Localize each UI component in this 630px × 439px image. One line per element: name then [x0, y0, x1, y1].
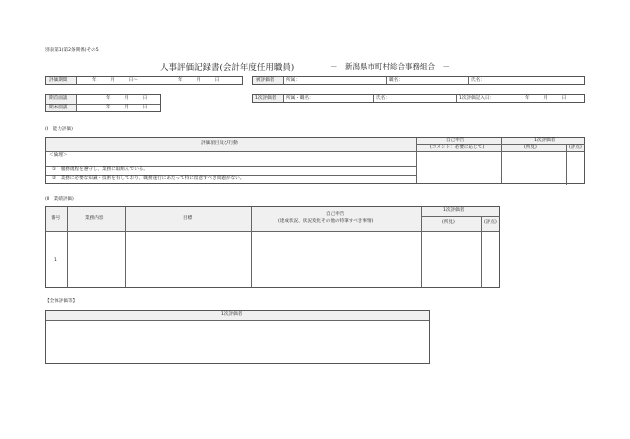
col-self-header: 自己申告	[326, 212, 345, 217]
section3-title: 【全体評価等】	[45, 299, 78, 304]
col-eval1-header: 1次評価者	[443, 208, 465, 213]
ethics-category: ＜倫理＞	[49, 153, 68, 158]
evaluator1-name: 氏名：	[376, 96, 390, 101]
interview-box	[45, 94, 161, 112]
performance-evaluation-table	[45, 206, 500, 288]
evaluatee-post: 職名：	[389, 78, 403, 83]
col-score-header: (評点)	[484, 220, 497, 225]
interview-date-2: 年 月 日	[106, 105, 148, 110]
interview-label-1: 期首面談	[49, 96, 68, 101]
evaluator1-label: 1次評価者	[255, 96, 277, 101]
col-opinion-header: (所見)	[442, 220, 455, 225]
col-opinion-header: (所見)	[524, 145, 537, 150]
evaluation-period-box	[45, 76, 243, 85]
period-to: 年 月 日	[178, 78, 220, 83]
col-self-header: 自己申告	[446, 138, 465, 143]
col-goal-header: 目標	[183, 216, 193, 221]
interview-date-1: 年 月 日	[106, 96, 148, 101]
overall-evaluation-box	[45, 310, 430, 364]
evaluatee-name: 氏名：	[471, 78, 485, 83]
period-from: 年 月 日～	[92, 78, 138, 83]
evaluator1-dept: 所属・職名：	[286, 96, 314, 101]
evaluator1-date-label: 1次評価記入日：	[459, 96, 495, 101]
evaluator1-date: 年 月 日	[525, 96, 567, 101]
evaluatee-box	[252, 76, 585, 85]
col-no-header: 番号	[51, 216, 61, 221]
col-score-header: (評点)	[569, 145, 582, 150]
evaluatee-dept: 所属：	[286, 78, 300, 83]
ability-item-1: ① 服務規程を遵守し、業務に取組んでいる。	[52, 167, 148, 172]
col-item-header: 評価項目及び行動	[201, 141, 238, 146]
ability-evaluation-table	[45, 137, 585, 184]
period-label: 評価期間	[49, 78, 68, 83]
evaluatee-label: 被評価者	[256, 78, 275, 83]
col-self-sub-header: (達成状況、状況変化その他の特筆すべき事情)	[278, 219, 374, 224]
ability-item-2: ② 業務に必要な知識・技術を有しており、職務遂行にあたって特に留意すべき問題がない。	[52, 176, 245, 181]
col-self-sub-header: (コメント：必要に応じて)	[430, 145, 485, 150]
organization-name: － 新潟県市町村総合事務組合 －	[330, 62, 450, 71]
section1-title: (Ⅰ 能力評価)	[45, 127, 73, 132]
page-title: 人事評価記録書(会計年度任用職員)	[160, 63, 295, 73]
interview-label-2: 期末面談	[49, 105, 68, 110]
row-number: 1	[54, 258, 57, 263]
col-eval1-header: 1次評価者	[534, 138, 556, 143]
section2-title: (Ⅱ 業績評価)	[45, 197, 74, 202]
form-id: 別表第1(第2条関係)その5	[45, 48, 99, 53]
evaluator1-box	[252, 94, 585, 103]
overall-eval1-header: 1次評価者	[221, 312, 243, 317]
col-work-header: 業務内容	[85, 216, 104, 221]
